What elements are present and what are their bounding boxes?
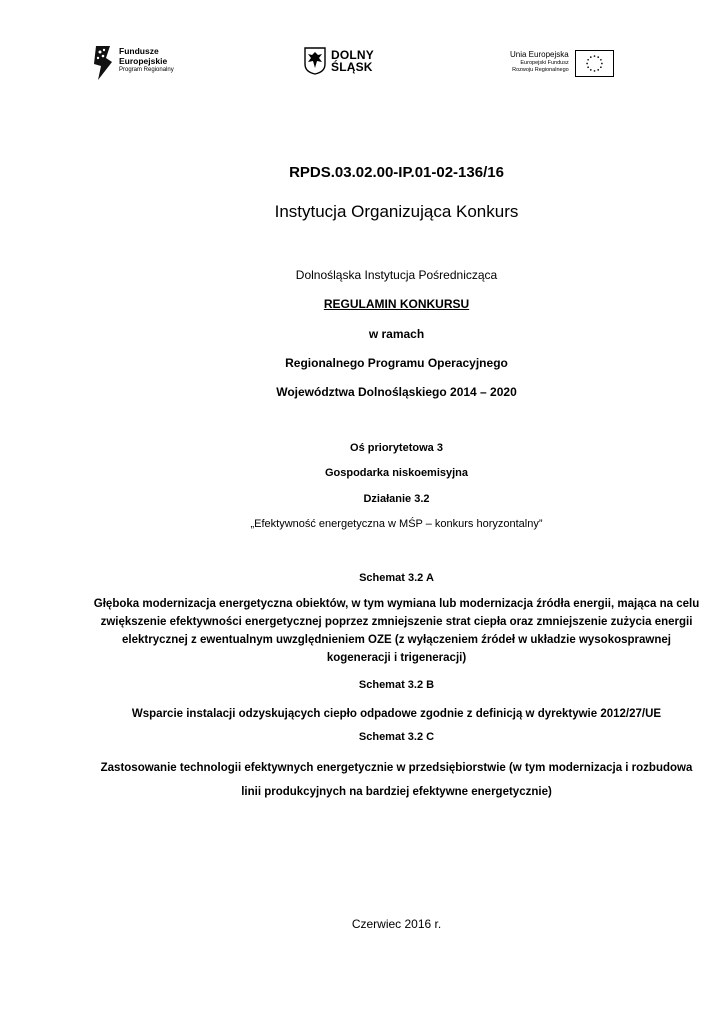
institution-heading: Instytucja Organizująca Konkurs: [274, 202, 519, 221]
institution-name: Dolnośląska Instytucja Pośrednicząca: [295, 268, 498, 282]
unia-europejska-logo: [510, 50, 614, 77]
document-date: Czerwiec 2016 r.: [351, 917, 442, 931]
fe-logo-line3: Program Regionalny: [119, 67, 174, 73]
document-code: RPDS.03.02.00-IP.01-02-136/16: [289, 164, 504, 181]
scheme-c-line: Zastosowanie technologii efektywnych energetycznie w przedsiębiorstwie (w tym modernizacja i rozbudowa: [100, 762, 693, 774]
fe-logo-line1: Fundusze: [119, 46, 159, 56]
scheme-b-line: Wsparcie instalacji odzyskujących ciepło odpadowe zgodnie z definicją w dyrektywie 2012/27/UE: [131, 708, 662, 720]
within-label: w ramach: [368, 327, 425, 341]
scheme-a-line: elektrycznej z ewentualnym uwzględnieniem OZE (z wyłączeniem źródeł w układzie wysokosprawnej: [122, 634, 671, 646]
eu-logo-line3: Rozwoju Regionalnego: [512, 67, 569, 73]
measure-label: Działanie 3.2: [363, 493, 430, 505]
priority-axis: Oś priorytetowa 3: [350, 442, 443, 454]
scheme-a-line: Głęboka modernizacja energetyczna obiektów, w tym wymiana lub modernizacja źródła energii, mająca na celu: [93, 598, 700, 610]
scheme-a-description: [60, 595, 725, 667]
program-line1: Regionalnego Programu Operacyjnego: [285, 356, 508, 370]
document-title: REGULAMIN KONKURSU: [323, 297, 470, 311]
scheme-b-description: [60, 705, 725, 723]
eu-logo-line2: Europejski Fundusz: [520, 60, 569, 66]
eu-flag-icon: [575, 50, 614, 77]
scheme-c-description: [60, 756, 725, 804]
priority-axis-name: Gospodarka niskoemisyjna: [324, 467, 469, 479]
eagle-crest-icon: [304, 47, 326, 75]
scheme-a-label: Schemat 3.2 A: [359, 572, 434, 584]
fe-logo-line2: Europejskie: [119, 56, 168, 66]
program-line2: Województwa Dolnośląskiego 2014 – 2020: [276, 385, 517, 399]
ds-logo-line1: DOLNY: [331, 48, 374, 62]
fundusze-europejskie-logo: [92, 44, 174, 82]
scheme-a-line: zwiększenie efektywności energetycznej poprzez zmniejszenie strat ciepła oraz zmniejszenie zużycia energii: [100, 616, 693, 628]
ds-logo-line2: ŚLĄSK: [331, 60, 373, 74]
scheme-c-line: linii produkcyjnych na bardziej efektywne energetycznie): [241, 786, 552, 798]
scheme-c-label: Schemat 3.2 C: [358, 731, 435, 743]
scheme-a-line: kogeneracji i trigeneracji): [326, 652, 467, 664]
measure-name: „Efektywność energetyczna w MŚP – konkurs horyzontalny”: [250, 518, 543, 530]
fe-star-icon: [92, 44, 114, 82]
eu-logo-line1: Unia Europejska: [510, 50, 569, 59]
dolny-slask-logo: [304, 47, 374, 75]
scheme-b-label: Schemat 3.2 B: [358, 679, 435, 691]
